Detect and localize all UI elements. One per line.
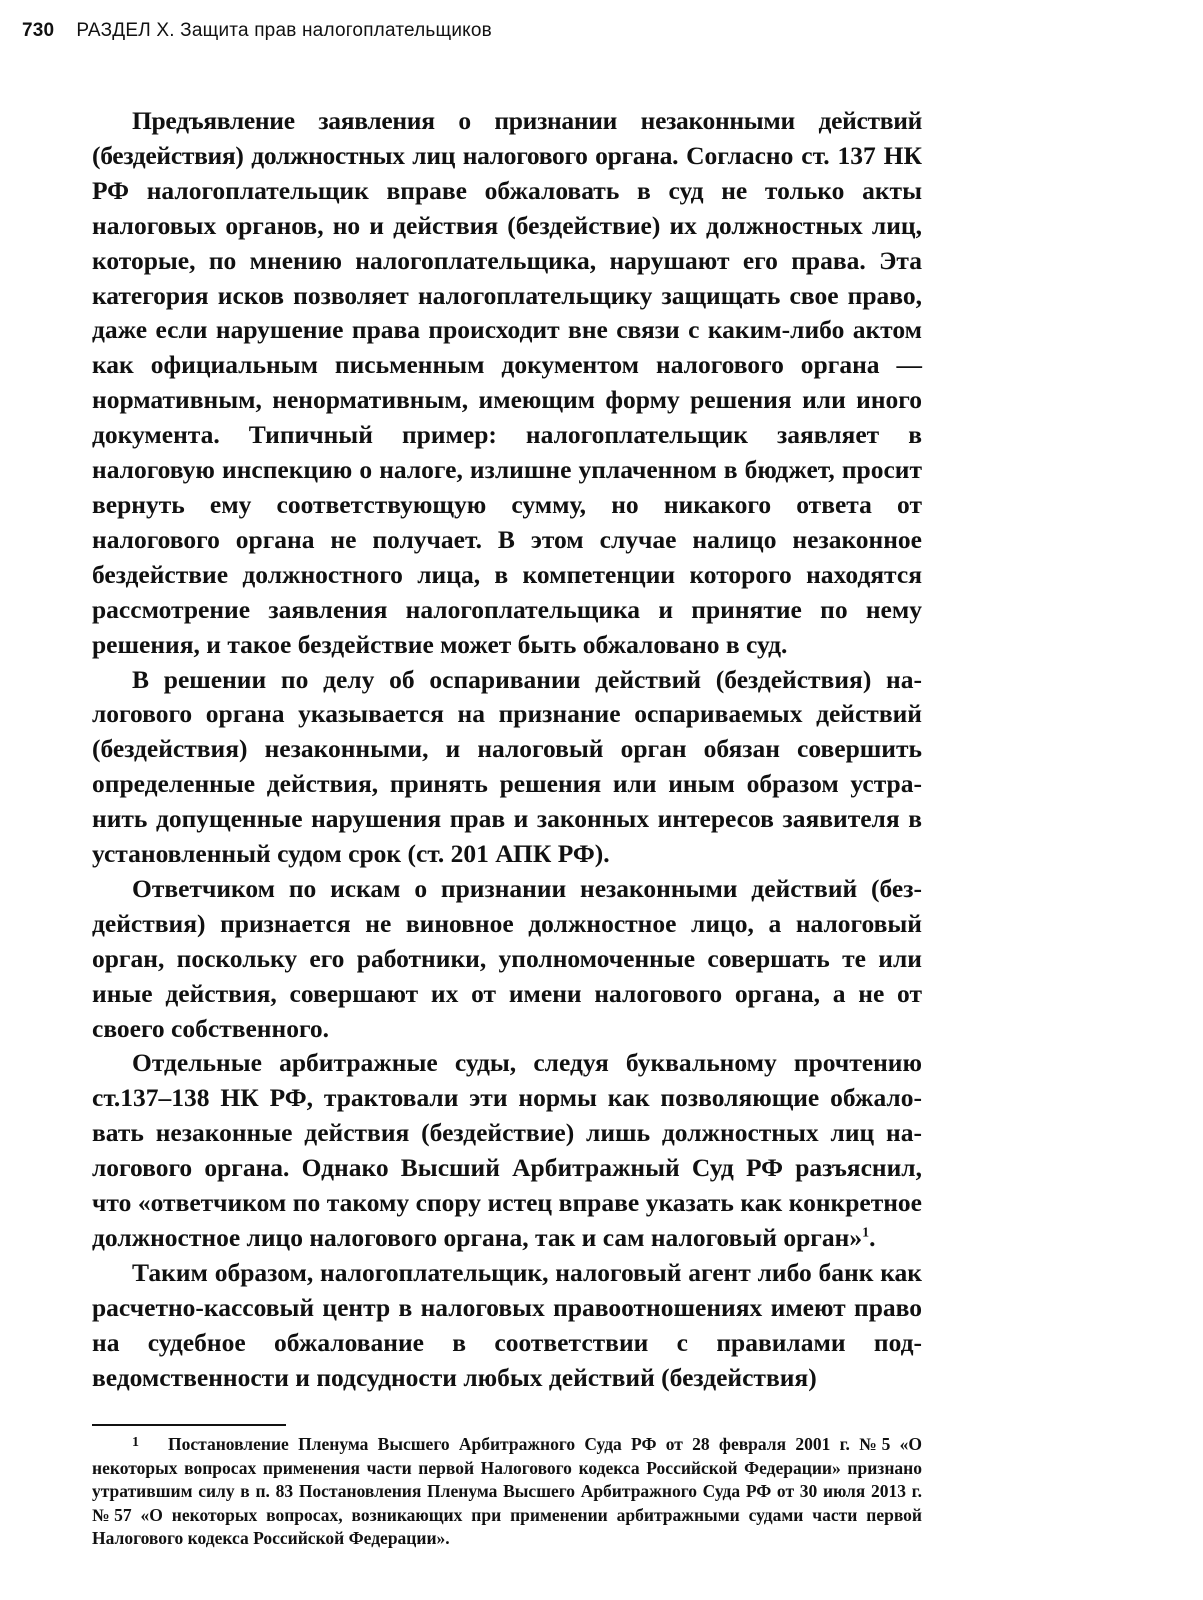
paragraph-2: В решении по делу об оспаривании действий (бездействия) налогового органа указывается на признание оспариваемых действий (бездействия) незаконными, и налоговый орган обязан совершить определенные действия, принять решения или иным образом устранить допущенные нарушения прав и законных интересов заявителя в установленный судом срок (ст. 201 АПК РФ). bbox=[92, 664, 922, 869]
paragraph-5: Таким образом, налогоплательщик, налоговый агент либо банк как расчетно-кассовый центр в налоговых правоотношениях имеют право на судебное обжалование в соответствии с правилами подведомственности и подсудности любых действий (бездействия) bbox=[92, 1257, 922, 1392]
paragraph-3: Ответчиком по искам о признании незаконными действий (бездействия) признается не виновное должностное лицо, а налоговый орган, поскольку его работники, уполномоченные совершать те или иные действия, совершают их от имени налогового органа, а не от своего собственного. bbox=[92, 873, 922, 1043]
page-number: 730 bbox=[22, 20, 55, 41]
footnote-reference: 1 bbox=[862, 1225, 870, 1241]
paragraph-4-end: . bbox=[869, 1223, 876, 1252]
paragraph-1 bbox=[92, 104, 922, 663]
section-lead-heading: Предъявление заявления о признании незаконными действий (бездействия) должностных лиц налогового органа. bbox=[92, 106, 922, 170]
footnote-divider bbox=[92, 1424, 286, 1426]
page-header bbox=[22, 20, 492, 42]
footnote-mark: 1 bbox=[132, 1435, 139, 1450]
footnote-1 bbox=[92, 1431, 922, 1551]
footnote-text: Постановление Пленума Высшего Арбитражного Суда РФ от 28 февраля 2001 г. №5 «О некоторых вопросах применения части первой Налогового кодекса Российской Федерации» признано утратившим силу в п. 83 Постановления Пленума Высшего Арбитражного Суда РФ от 30 июля 2013 г. №57 «О некоторых вопросах, возникающих при применении арбитражными судами части первой Налогового кодекса Российской Федерации». bbox=[92, 1434, 922, 1548]
running-head: РАЗДЕЛ X. Защита прав налогоплательщиков bbox=[76, 20, 492, 41]
paragraph-1-text: Согласно ст. 137 НК РФ налогоплательщик вправе обжаловать в суд не только акты налоговых органов, но и действия (бездействие) их должностных лиц, которые, по мнению налогоплательщика, нарушают его права. Эта категория исков позволяет налогоплательщику защищать свое право, даже если нарушение права происходит вне связи с каким-либо актом как официальным письменным документом налогового органа — нормативным, ненормативным, имеющим форму решения или иного документа. Типичный пример: налогоплательщик заявляет в налоговую инспекцию о налоге, излишне уплаченном в бюджет, просит вернуть ему соответствующую сумму, но никакого ответа от налогового органа не получает. В этом случае налицо незаконное бездействие должностного лица, в компетенции которого находятся рассмотрение заявления налогоплательщика и принятие по нему решения, и такое бездействие может быть обжаловано в суд. bbox=[92, 140, 922, 659]
footnotes bbox=[92, 1431, 922, 1551]
paragraph-4 bbox=[92, 1046, 922, 1255]
paragraph-4-text: Отдельные арбитражные суды, следуя буквальному прочтению ст.137–138 НК РФ, трактовали эти нормы как позволяющие обжаловать незаконные действия (бездействие) лишь должностных лиц налогового органа. Однако Высший Арбитражный Суд РФ разъяснил, что «ответчиком по такому спору истец вправе указать как конкретное должностное лицо налогового органа, так и сам налоговый орган» bbox=[92, 1048, 922, 1252]
main-text bbox=[92, 104, 922, 1396]
